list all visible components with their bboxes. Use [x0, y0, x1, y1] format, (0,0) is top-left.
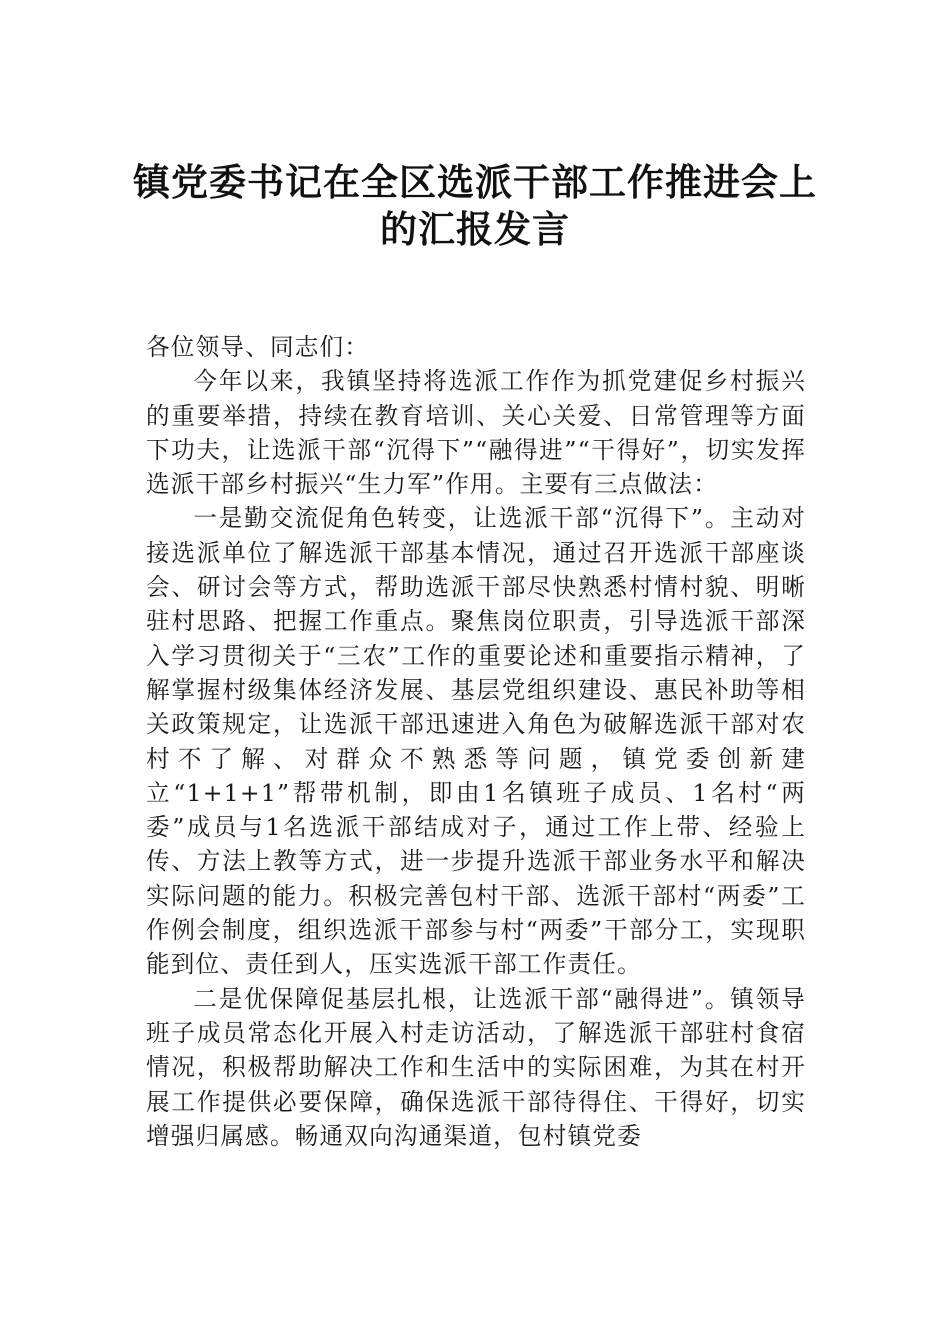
paragraph-point-one: 一是勤交流促角色转变，让选派干部“沉得下”。主动对接选派单位了解选派干部基本情况，通过召开选派干部座谈会、研讨会等方式，帮助选派干部尽快熟悉村情村貌、明晰驻村思路、把握工作重点。聚焦岗位职责，引导选派干部深入学习贯彻关于“三农”工作的重要论述和重要指示精神，了解掌握村级集体经济发展、基层党组织建设、惠民补助等相关政策规定，让选派干部迅速进入角色为破解选派干部对农村不了解、对群众不熟悉等问题，镇党委创新建立“1+1+1”帮带机制，即由1名镇班子成员、1名村“两委”成员与1名选派干部结成对子，通过工作上带、经验上传、方法上教等方式，进一步提升选派干部业务水平和解决实际问题的能力。积极完善包村干部、选派干部村“两委”工作例会制度，组织选派干部参与村“两委”干部分工，实现职能到位、责任到人，压实选派干部工作责任。 — [146, 504, 806, 979]
document-title-line-1: 镇党委书记在全区选派干部工作推进会上 — [133, 160, 817, 204]
paragraph-point-two: 二是优保障促基层扎根，让选派干部“融得进”。镇领导班子成员常态化开展入村走访活动，了解选派干部驻村食宿情况，积极帮助解决工作和生活中的实际困难，为其在村开展工作提供必要保障，确保选派干部待得住、干得好，切实增强归属感。畅通双向沟通渠道，包村镇党委 — [146, 984, 806, 1150]
salutation: 各位领导、同志们： — [146, 333, 370, 361]
paragraph-intro: 今年以来，我镇坚持将选派工作作为抓党建促乡村振兴的重要举措，持续在教育培训、关心关爱、日常管理等方面下功夫，让选派干部“沉得下”“融得进”“干得好”，切实发挥选派干部乡村振兴“生力军”作用。主要有三点做法： — [146, 367, 806, 499]
document-title-line-2: 的汇报发言 — [380, 207, 570, 251]
document-body — [146, 330, 806, 1153]
